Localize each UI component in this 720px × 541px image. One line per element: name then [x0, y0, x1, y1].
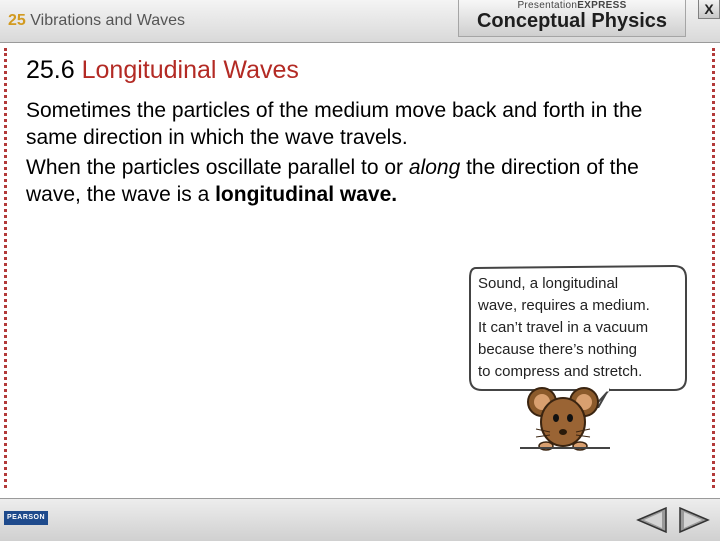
- bubble-text: [478, 273, 688, 383]
- bubble-line-5: to compress and stretch.: [478, 363, 643, 380]
- section-name: Longitudinal Waves: [81, 56, 299, 84]
- paragraph-1: Sometimes the particles of the medium move back and forth in the same direction in which the wave travels.: [26, 99, 643, 149]
- bubble-line-3: It can’t travel in a vacuum: [478, 319, 649, 336]
- close-icon: X: [704, 1, 714, 17]
- right-dotted-border: [712, 48, 715, 488]
- section-number: 25.6: [26, 56, 75, 84]
- paragraph-2-bold-term: longitudinal wave.: [215, 183, 398, 206]
- paragraph-2: [26, 154, 696, 208]
- brand-suffix: EXPRESS: [577, 0, 627, 11]
- brand-logo: [458, 0, 686, 37]
- close-button[interactable]: [698, 0, 720, 19]
- publisher-logo: PEARSON: [4, 511, 48, 525]
- chapter-number: 25: [8, 12, 26, 29]
- previous-arrow-icon[interactable]: [636, 507, 670, 533]
- next-arrow-icon[interactable]: [676, 507, 710, 533]
- chapter-name: Vibrations and Waves: [30, 12, 185, 29]
- footer-bar: [0, 498, 720, 541]
- header-bar: [0, 0, 720, 43]
- paragraph-2-part-2: the direction of the wave, the wave is a: [26, 156, 639, 206]
- bubble-line-4: because there’s nothing: [478, 341, 638, 358]
- paragraph-2-part-1: When the particles oscillate parallel to or: [26, 156, 409, 179]
- chapter-title: [8, 12, 185, 30]
- paragraph-2-italic: along: [408, 156, 461, 179]
- left-dotted-border: [4, 48, 7, 488]
- mouse-icon: [520, 380, 610, 460]
- bubble-line-1: Sound, a longitudinal: [478, 275, 619, 292]
- bubble-line-2: wave, requires a medium.: [478, 297, 650, 314]
- brand-name: Conceptual Physics: [476, 10, 668, 32]
- section-title: [26, 56, 299, 85]
- body-text: [26, 97, 696, 211]
- brand-prefix: Presentation: [517, 0, 578, 11]
